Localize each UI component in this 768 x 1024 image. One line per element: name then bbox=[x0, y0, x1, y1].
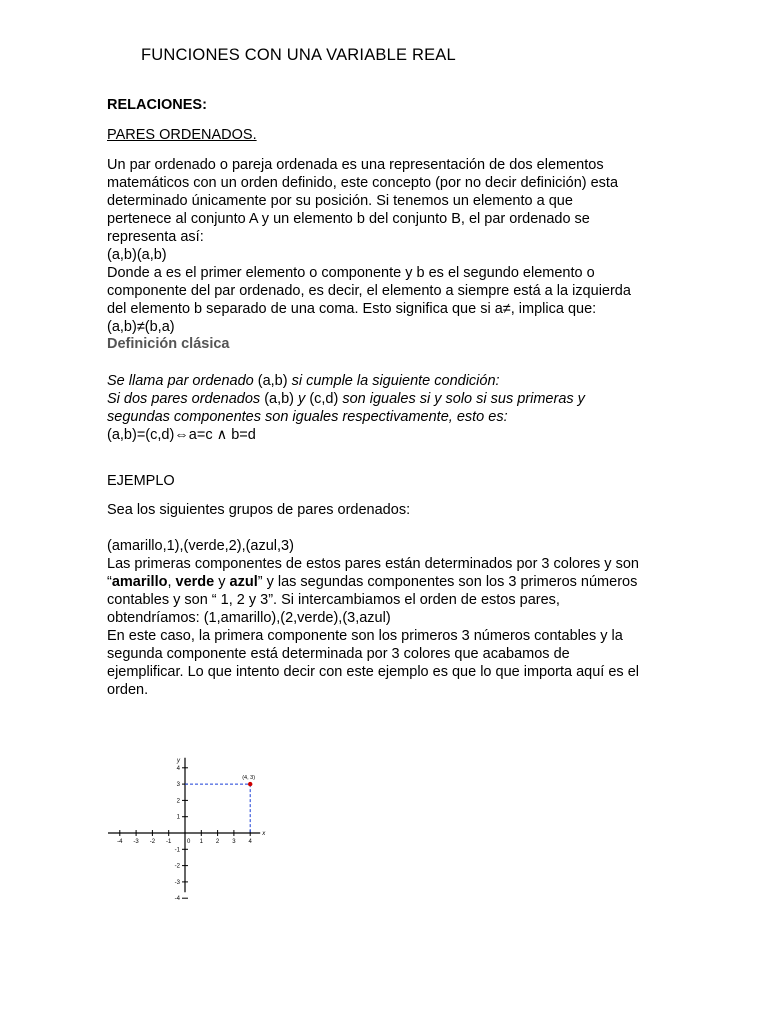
text-span: si cumple la siguiente condición: bbox=[287, 373, 500, 389]
subsection-heading: PARES ORDENADOS. bbox=[107, 127, 257, 143]
y-tick-label: 2 bbox=[176, 798, 180, 805]
text-line bbox=[107, 390, 585, 408]
text-line: Donde a es el primer elemento o componente y b es el segundo elemento o bbox=[107, 265, 595, 281]
point-label: (4, 3) bbox=[242, 775, 256, 782]
text-line: componente del par ordenado, es decir, el elemento a siempre está a la izquierda bbox=[107, 283, 631, 299]
text-line: (a,b)≠(b,a) bbox=[107, 319, 175, 335]
y-tick-label: -4 bbox=[174, 896, 180, 903]
x-tick-label: 4 bbox=[248, 839, 252, 845]
text-span: (a,b) bbox=[257, 373, 288, 389]
text-line: contables y son “ 1, 2 y 3”. Si intercambiamos el orden de estos pares, bbox=[107, 592, 560, 608]
text-span: Si dos pares ordenados bbox=[107, 391, 265, 407]
text-line bbox=[107, 573, 637, 591]
text-span: “ bbox=[107, 574, 112, 590]
text-span: y bbox=[214, 574, 230, 590]
data-point bbox=[248, 782, 252, 786]
text-line: del elemento b separado de una coma. Esto significa que si a≠, implica que: bbox=[107, 301, 597, 317]
x-tick-label: -4 bbox=[117, 839, 123, 845]
y-tick-label: -1 bbox=[174, 847, 180, 854]
color-word: azul bbox=[229, 574, 258, 590]
text-span: (c,d) bbox=[309, 391, 339, 407]
classic-definition-heading: Definición clásica bbox=[107, 336, 230, 352]
example-heading: EJEMPLO bbox=[107, 473, 175, 489]
text-line: matemáticos con un orden definido, este concepto (por no decir definición) esta bbox=[107, 175, 619, 191]
text-line: Las primeras componentes de estos pares están determinados por 3 colores y son bbox=[107, 556, 639, 572]
formula-line: (a,b)=(c,d)⇔a=c ∧ b=d bbox=[107, 427, 256, 443]
x-tick-label: -1 bbox=[166, 839, 172, 845]
text-line: pertenece al conjunto A y un elemento b del conjunto B, el par ordenado se bbox=[107, 211, 590, 227]
text-line: ejemplificar. Lo que intento decir con este ejemplo es que lo que importa aquí es el bbox=[107, 664, 639, 680]
text-line: representa así: bbox=[107, 229, 204, 245]
example-pairs: (amarillo,1),(verde,2),(azul,3) bbox=[107, 538, 294, 554]
color-word: verde bbox=[175, 574, 215, 590]
coordinate-plane-chart bbox=[100, 745, 280, 920]
text-span: Se llama par ordenado bbox=[107, 373, 258, 389]
text-span: son iguales si y solo si sus primeras y bbox=[338, 391, 585, 407]
y-tick-label: 1 bbox=[176, 814, 180, 821]
text-line: orden. bbox=[107, 682, 149, 698]
y-axis-label: y bbox=[177, 757, 180, 764]
document-title: FUNCIONES CON UNA VARIABLE REAL bbox=[141, 46, 456, 64]
text-line: determinado únicamente por su posición. Si tenemos un elemento a que bbox=[107, 193, 573, 209]
text-line: obtendríamos: (1,amarillo),(2,verde),(3,azul) bbox=[107, 610, 391, 626]
y-tick-label: 3 bbox=[176, 782, 180, 789]
text-span: , bbox=[167, 574, 176, 590]
text-span: y bbox=[294, 391, 310, 407]
x-tick-label: -2 bbox=[149, 839, 156, 845]
x-tick-label: 3 bbox=[232, 839, 236, 845]
text-line: segundas componentes son iguales respectivamente, esto es: bbox=[107, 409, 508, 425]
x-tick-label: -3 bbox=[133, 839, 139, 845]
y-tick-label: -2 bbox=[174, 863, 180, 870]
text-line: Un par ordenado o pareja ordenada es una representación de dos elementos bbox=[107, 157, 604, 173]
text-line: segunda componente está determinada por 3 colores que acabamos de bbox=[107, 646, 570, 662]
text-line: (a,b)(a,b) bbox=[107, 247, 167, 263]
y-tick-label: -3 bbox=[174, 879, 180, 886]
text-span: (a,b) bbox=[264, 391, 295, 407]
x-tick-label: 1 bbox=[199, 839, 203, 845]
y-tick-label: 4 bbox=[176, 765, 180, 772]
text-line: En este caso, la primera componente son los primeros 3 números contables y la bbox=[107, 628, 623, 644]
x-axis-label: x bbox=[262, 831, 266, 837]
x-tick-label: 2 bbox=[215, 839, 220, 845]
section-heading: RELACIONES: bbox=[107, 97, 207, 113]
color-word: amarillo bbox=[111, 574, 168, 590]
example-intro: Sea los siguientes grupos de pares ordenados: bbox=[107, 502, 411, 518]
x-tick-label: 0 bbox=[187, 839, 191, 845]
text-span: ” y las segundas componentes son los 3 primeros números bbox=[257, 574, 638, 590]
text-line bbox=[107, 372, 500, 390]
